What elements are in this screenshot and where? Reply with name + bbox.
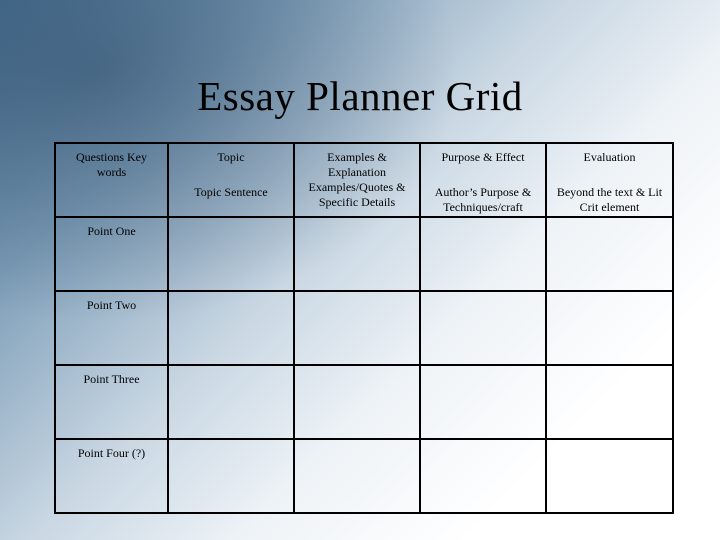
evaluation-cell[interactable] [546,365,673,439]
evaluation-cell[interactable] [546,439,673,513]
header-evaluation-label: Evaluation [583,150,636,164]
table-row [55,217,673,291]
purpose-cell[interactable] [420,439,546,513]
row-label: Point Three [83,372,140,386]
evaluation-cell[interactable] [546,217,673,291]
examples-cell[interactable] [294,217,420,291]
table-row [55,291,673,365]
header-row [55,143,673,217]
table-row [55,439,673,513]
essay-planner-table [54,142,674,514]
purpose-cell[interactable] [420,365,546,439]
examples-cell[interactable] [294,291,420,365]
examples-cell[interactable] [294,439,420,513]
header-cell-questions [55,143,168,217]
slide-title: Essay Planner Grid [197,73,523,119]
purpose-cell[interactable] [420,291,546,365]
topic-cell[interactable] [168,217,294,291]
header-cell-evaluation [546,143,673,217]
header-author-purpose-label: Author’s Purpose & Techniques/craft [434,185,532,214]
evaluation-cell[interactable] [546,291,673,365]
topic-cell[interactable] [168,439,294,513]
header-cell-purpose [420,143,546,217]
row-label-cell [55,291,168,365]
row-label: Point Four (?) [77,446,146,460]
topic-cell[interactable] [168,291,294,365]
header-topic-label: Topic [217,150,245,164]
table-row [55,365,673,439]
header-purpose-label: Purpose & Effect [441,150,525,164]
purpose-cell[interactable] [420,217,546,291]
header-examples-label: Examples & Explanation Examples/Quotes & Specific Details [308,150,406,209]
row-label-cell [55,439,168,513]
header-cell-topic [168,143,294,217]
header-beyond-text-label: Beyond the text & Lit Crit element [556,185,663,214]
examples-cell[interactable] [294,365,420,439]
row-label: Point One [87,224,136,238]
row-label-cell [55,217,168,291]
header-cell-examples [294,143,420,217]
row-label: Point Two [86,298,137,312]
topic-cell[interactable] [168,365,294,439]
header-topic-sentence-label: Topic Sentence [194,185,268,199]
row-label-cell [55,365,168,439]
header-questions-label: Questions Key words [76,150,147,179]
